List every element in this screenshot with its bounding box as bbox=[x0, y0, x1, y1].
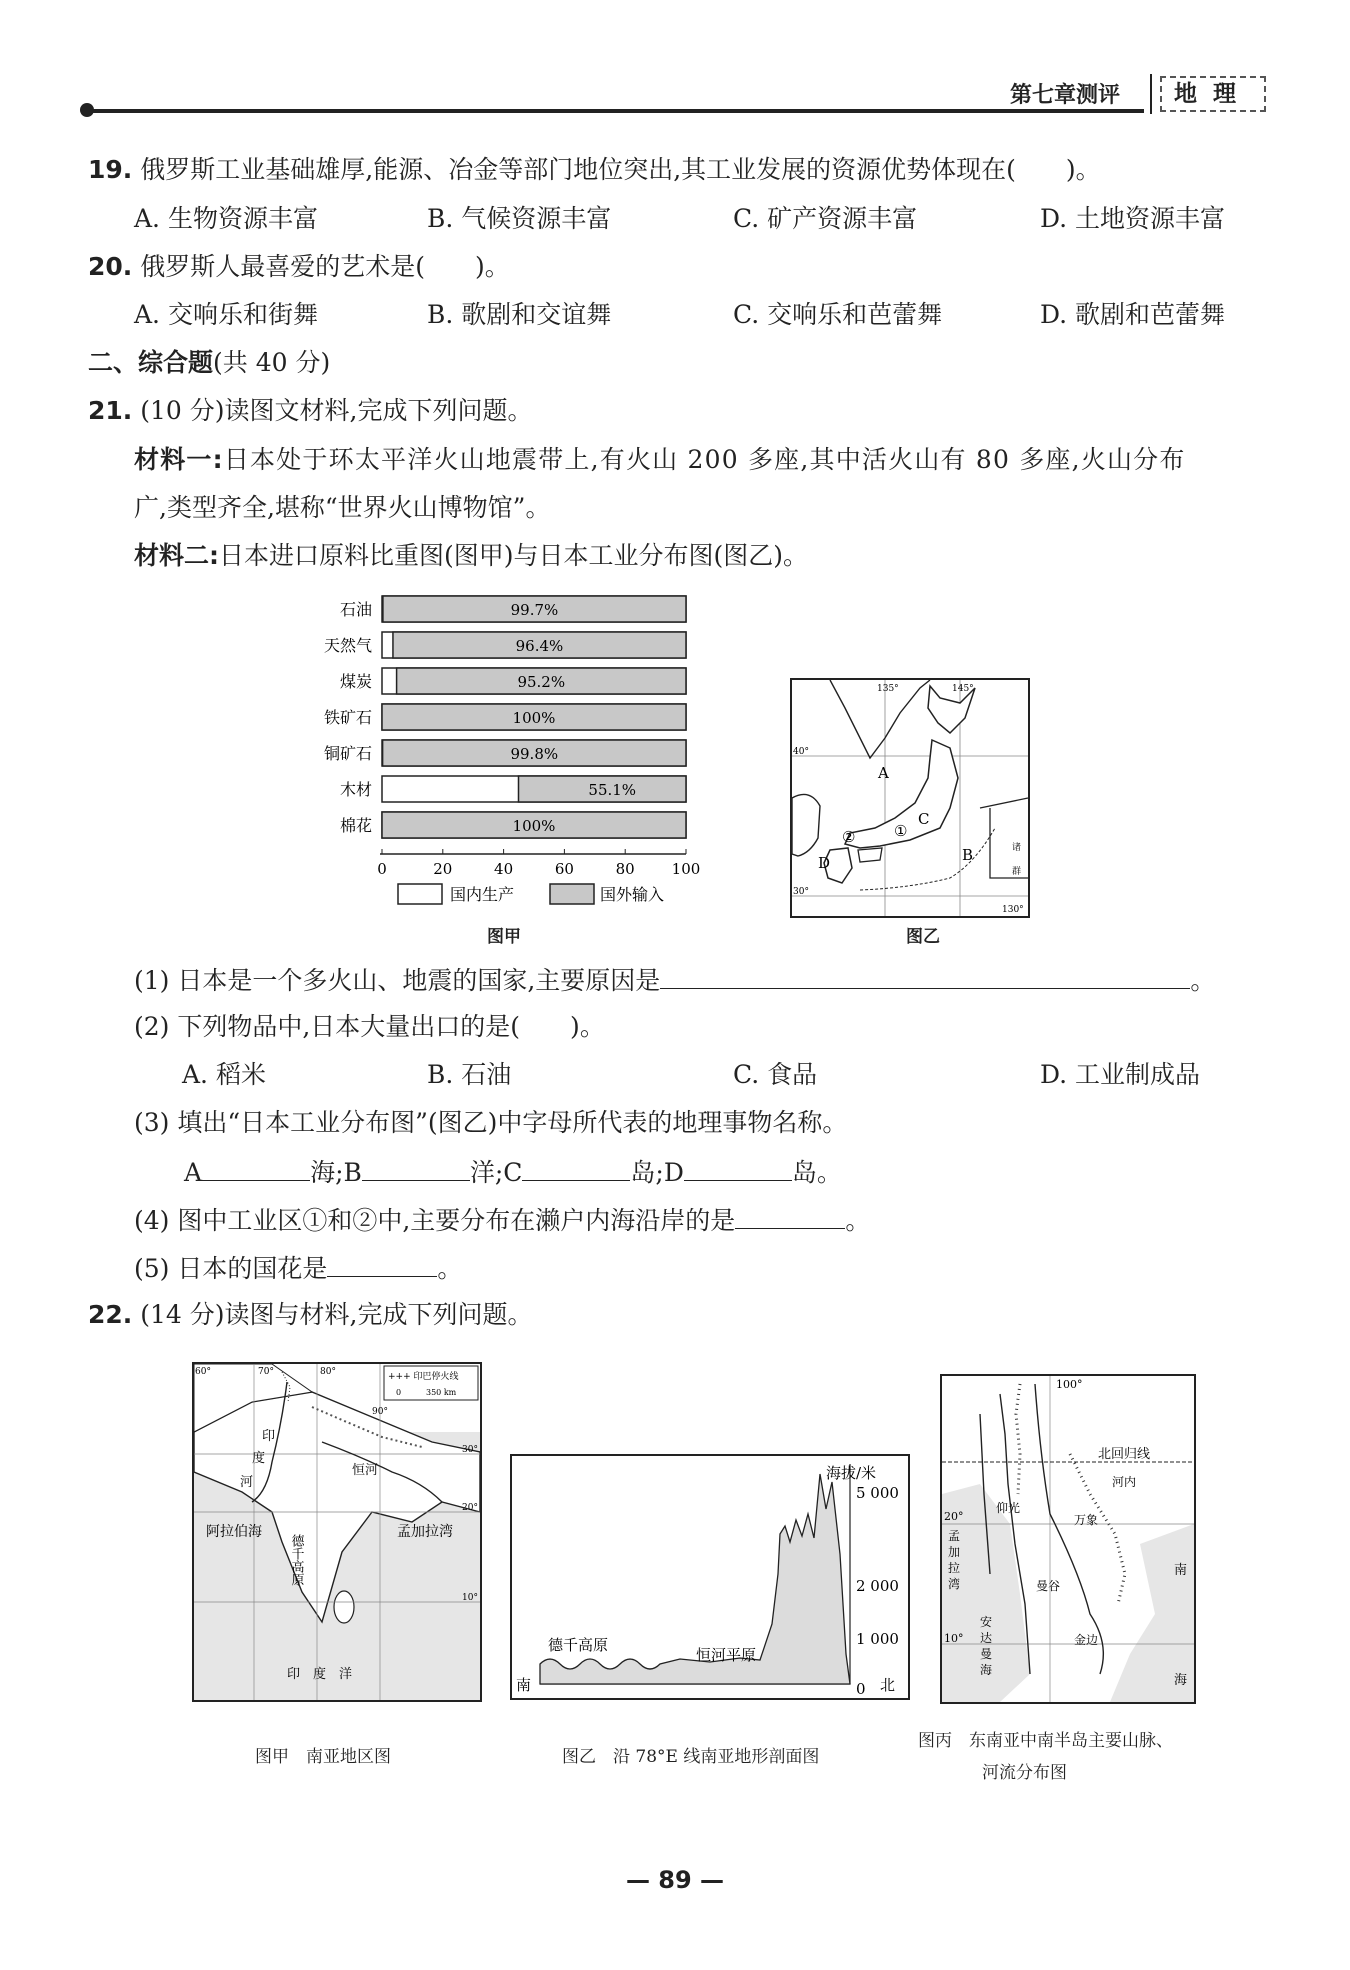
lat-label: 40° bbox=[793, 747, 809, 757]
indian-ocean-label: 印 度 洋 bbox=[287, 1667, 353, 1682]
sub-question-1 bbox=[134, 962, 1215, 998]
category-label: 天然气 bbox=[323, 636, 372, 655]
x-tick-label: 0 bbox=[377, 860, 387, 878]
lon-label: 145° bbox=[952, 684, 974, 694]
scale-zero: 0 bbox=[396, 1388, 402, 1397]
chapter-title: 第七章测评 bbox=[1010, 83, 1121, 108]
punct: 。 bbox=[437, 1254, 463, 1283]
section-note: (共 40 分) bbox=[213, 348, 331, 377]
label-one: ① bbox=[894, 822, 908, 840]
shikoku bbox=[858, 848, 882, 862]
question-text: 俄罗斯工业基础雄厚,能源、冶金等部门地位突出,其工业发展的资源优势体现在( )。 bbox=[140, 155, 1101, 184]
answer-blank[interactable] bbox=[660, 962, 1190, 989]
answer-blank[interactable] bbox=[522, 1154, 630, 1181]
arabian-sea-label: 阿拉伯海 bbox=[206, 1524, 262, 1540]
lat-label: 30° bbox=[793, 887, 809, 897]
option-c: C. 交响乐和芭蕾舞 bbox=[733, 300, 943, 329]
hanoi-label: 河内 bbox=[1112, 1475, 1137, 1489]
lat-label: 10° bbox=[462, 1593, 478, 1603]
ganges-label: 恒河 bbox=[352, 1463, 379, 1478]
question-text: 俄罗斯人最喜爱的艺术是( )。 bbox=[140, 252, 510, 281]
option-c: C. 食品 bbox=[733, 1060, 818, 1089]
question-20 bbox=[88, 250, 510, 284]
label-a: A bbox=[184, 1158, 203, 1187]
category-label: 煤炭 bbox=[339, 672, 372, 691]
label-b: 海;B bbox=[310, 1158, 362, 1187]
sub-question-4 bbox=[134, 1202, 870, 1238]
bay-of-bengal-label: 孟加拉湾 bbox=[397, 1524, 453, 1540]
figure-caption: 图甲 bbox=[487, 927, 521, 947]
map-note: 群 bbox=[1012, 867, 1022, 877]
header-rule bbox=[82, 109, 1144, 113]
answer-blank[interactable] bbox=[684, 1154, 792, 1181]
sub-question-3: (3) 填出“日本工业分布图”(图乙)中字母所代表的地理事物名称。 bbox=[134, 1108, 848, 1137]
tropic-label: 北回归线 bbox=[1098, 1447, 1151, 1462]
bar-value-label: 95.2% bbox=[517, 673, 566, 691]
lat-label: 10° bbox=[944, 1632, 964, 1645]
label-c: 洋;C bbox=[469, 1158, 523, 1187]
lon-label: 80° bbox=[320, 1367, 336, 1377]
category-label: 铁矿石 bbox=[323, 708, 372, 727]
bay-label: 湾 bbox=[948, 1577, 961, 1591]
figure-caption: 图乙 沿 78°E 线南亚地形剖面图 bbox=[562, 1747, 820, 1767]
header-divider bbox=[1150, 74, 1152, 114]
indus-label-3: 河 bbox=[240, 1475, 254, 1490]
material-text: 日本进口原料比重图(图甲)与日本工业分布图(图乙)。 bbox=[219, 541, 809, 570]
label-d: D bbox=[818, 854, 831, 872]
south-china-sea-label-1: 南 bbox=[1174, 1563, 1188, 1578]
y-tick-5000: 5 000 bbox=[856, 1484, 899, 1502]
section-title: 二、综合题 bbox=[88, 348, 214, 377]
import-ratio-chart bbox=[300, 584, 720, 914]
category-label: 棉花 bbox=[339, 816, 372, 835]
question-21 bbox=[88, 394, 532, 428]
andaman-label: 曼 bbox=[980, 1647, 993, 1661]
material-text: 日本处于环太平洋火山地震带上,有火山 200 多座,其中活火山有 80 多座,火山分布 bbox=[223, 445, 1186, 474]
option-d: D. 歌剧和芭蕾舞 bbox=[1040, 300, 1226, 329]
sub-question-text: (5) 日本的国花是 bbox=[134, 1254, 328, 1283]
x-tick-label: 40 bbox=[494, 860, 514, 878]
south-china-sea-label-2: 海 bbox=[1174, 1673, 1188, 1688]
south-label: 南 bbox=[516, 1676, 532, 1694]
ganges-plain-label: 恒河平原 bbox=[696, 1646, 757, 1664]
category-label: 木材 bbox=[339, 780, 372, 799]
x-tick-label: 80 bbox=[615, 860, 635, 878]
option-b: B. 歌剧和交谊舞 bbox=[427, 300, 612, 329]
sub-question-text: (4) 图中工业区①和②中,主要分布在濑户内海沿岸的是 bbox=[134, 1206, 736, 1235]
question-22 bbox=[88, 1298, 532, 1332]
legend-import-label: 国外输入 bbox=[600, 885, 665, 904]
bar-value-label: 99.8% bbox=[510, 745, 559, 763]
y-tick-1000: 1 000 bbox=[856, 1630, 899, 1648]
terrain-profile bbox=[510, 1454, 910, 1700]
sub-question-3-blanks bbox=[184, 1154, 842, 1190]
label-d: 岛;D bbox=[630, 1158, 684, 1187]
indus-label-1: 印 bbox=[262, 1429, 276, 1444]
material-label: 材料一: bbox=[134, 445, 224, 474]
question-19 bbox=[88, 153, 1101, 187]
label-two: ② bbox=[842, 828, 856, 846]
x-tick-label: 20 bbox=[433, 860, 453, 878]
option-a: A. 交响乐和街舞 bbox=[134, 300, 318, 329]
scale-label: 350 km bbox=[426, 1388, 457, 1397]
question-text: (14 分)读图与材料,完成下列问题。 bbox=[140, 1300, 533, 1329]
bangkok-label: 曼谷 bbox=[1036, 1579, 1061, 1593]
option-d: D. 土地资源丰富 bbox=[1040, 204, 1226, 233]
north-label: 北 bbox=[880, 1676, 896, 1694]
question-number: 20. bbox=[88, 252, 133, 281]
answer-blank[interactable] bbox=[202, 1154, 310, 1181]
vientiane-label: 万象 bbox=[1074, 1513, 1099, 1527]
bar-value-label: 99.7% bbox=[510, 601, 559, 619]
lat-label: 20° bbox=[944, 1510, 964, 1523]
material-1 bbox=[134, 443, 1186, 477]
option-c: C. 矿产资源丰富 bbox=[733, 204, 918, 233]
figure-caption: 图甲 南亚地区图 bbox=[255, 1747, 391, 1767]
figure-caption: 图乙 bbox=[906, 927, 940, 947]
japan-industry-map bbox=[790, 678, 1030, 918]
indus-label-2: 度 bbox=[252, 1451, 266, 1466]
subject-label: 地理 bbox=[1160, 76, 1266, 112]
punct: 。 bbox=[845, 1206, 871, 1235]
option-b: B. 气候资源丰富 bbox=[427, 204, 612, 233]
sub-question-text: (1) 日本是一个多火山、地震的国家,主要原因是 bbox=[134, 966, 661, 995]
page-number-value: 89 bbox=[658, 1866, 692, 1894]
bay-label: 孟 bbox=[948, 1529, 961, 1543]
map-frame bbox=[791, 679, 1029, 917]
figure-caption-cont: 河流分布图 bbox=[982, 1763, 1067, 1783]
material-2 bbox=[134, 539, 808, 573]
section-heading bbox=[88, 346, 330, 380]
andaman-label: 安 bbox=[980, 1615, 993, 1629]
option-a: A. 生物资源丰富 bbox=[134, 204, 318, 233]
x-tick-label: 60 bbox=[554, 860, 574, 878]
y-axis-label: 海拔/米 bbox=[826, 1464, 877, 1482]
south-asia-map bbox=[192, 1362, 482, 1702]
lat-label: 20° bbox=[462, 1503, 478, 1513]
indochina-map bbox=[940, 1374, 1196, 1704]
legend-label: +++ 印巴停火线 bbox=[388, 1372, 459, 1382]
deccan-label: 德千高原 bbox=[288, 1534, 304, 1586]
question-number: 21. bbox=[88, 396, 133, 425]
lon-label: 135° bbox=[877, 684, 899, 694]
lon-label: 130° bbox=[1002, 905, 1024, 915]
figure-caption: 图丙 东南亚中南半岛主要山脉、 bbox=[918, 1731, 1173, 1751]
option-d: D. 工业制成品 bbox=[1040, 1060, 1201, 1089]
andaman-label: 海 bbox=[980, 1663, 993, 1677]
lon-label: 60° bbox=[195, 1367, 211, 1377]
punct: 。 bbox=[1190, 966, 1216, 995]
category-label: 铜矿石 bbox=[323, 744, 372, 763]
question-number: 22. bbox=[88, 1300, 133, 1329]
bay-label: 加 bbox=[948, 1545, 961, 1559]
lon-label: 70° bbox=[258, 1367, 274, 1377]
punct: 岛。 bbox=[791, 1158, 842, 1187]
sub-question-5 bbox=[134, 1250, 462, 1286]
label-b: B bbox=[962, 846, 974, 864]
andaman-label: 达 bbox=[980, 1631, 993, 1645]
page-number: — 89 — bbox=[625, 1866, 725, 1894]
label-a: A bbox=[878, 764, 889, 782]
phnom-penh-label: 金边 bbox=[1074, 1633, 1099, 1647]
answer-blank[interactable] bbox=[362, 1154, 470, 1181]
x-tick-label: 100 bbox=[671, 860, 701, 878]
question-number: 19. bbox=[88, 155, 133, 184]
chart-bars bbox=[324, 596, 686, 838]
sub-question-2: (2) 下列物品中,日本大量出口的是( )。 bbox=[134, 1012, 605, 1041]
map-note: 诸 bbox=[1012, 843, 1022, 853]
material-label: 材料二: bbox=[134, 541, 219, 570]
answer-blank[interactable] bbox=[327, 1250, 437, 1277]
y-tick-2000: 2 000 bbox=[856, 1577, 899, 1595]
lon-label: 100° bbox=[1056, 1378, 1083, 1391]
category-label: 石油 bbox=[339, 600, 372, 619]
option-a: A. 稻米 bbox=[182, 1060, 266, 1089]
label-c: C bbox=[918, 810, 930, 828]
bar-value-label: 96.4% bbox=[515, 637, 564, 655]
y-tick-0: 0 bbox=[856, 1680, 866, 1698]
bay-label: 拉 bbox=[948, 1561, 961, 1575]
bar-value-label: 100% bbox=[512, 817, 556, 835]
material-1-cont: 广,类型齐全,堪称“世界火山博物馆”。 bbox=[134, 493, 551, 522]
lon-label: 90° bbox=[372, 1407, 388, 1417]
bar-value-label: 100% bbox=[512, 709, 556, 727]
lat-label: 30° bbox=[462, 1445, 478, 1455]
legend-domestic-label: 国内生产 bbox=[450, 885, 515, 904]
option-b: B. 石油 bbox=[427, 1060, 512, 1089]
bar-value-label: 55.1% bbox=[588, 781, 637, 799]
sri-lanka bbox=[334, 1591, 354, 1623]
yangon-label: 仰光 bbox=[996, 1501, 1021, 1515]
answer-blank[interactable] bbox=[735, 1202, 845, 1229]
legend-domestic-swatch bbox=[398, 884, 442, 904]
legend-import-swatch bbox=[550, 884, 594, 904]
question-text: (10 分)读图文材料,完成下列问题。 bbox=[140, 396, 533, 425]
deccan-label: 德千高原 bbox=[548, 1636, 609, 1654]
